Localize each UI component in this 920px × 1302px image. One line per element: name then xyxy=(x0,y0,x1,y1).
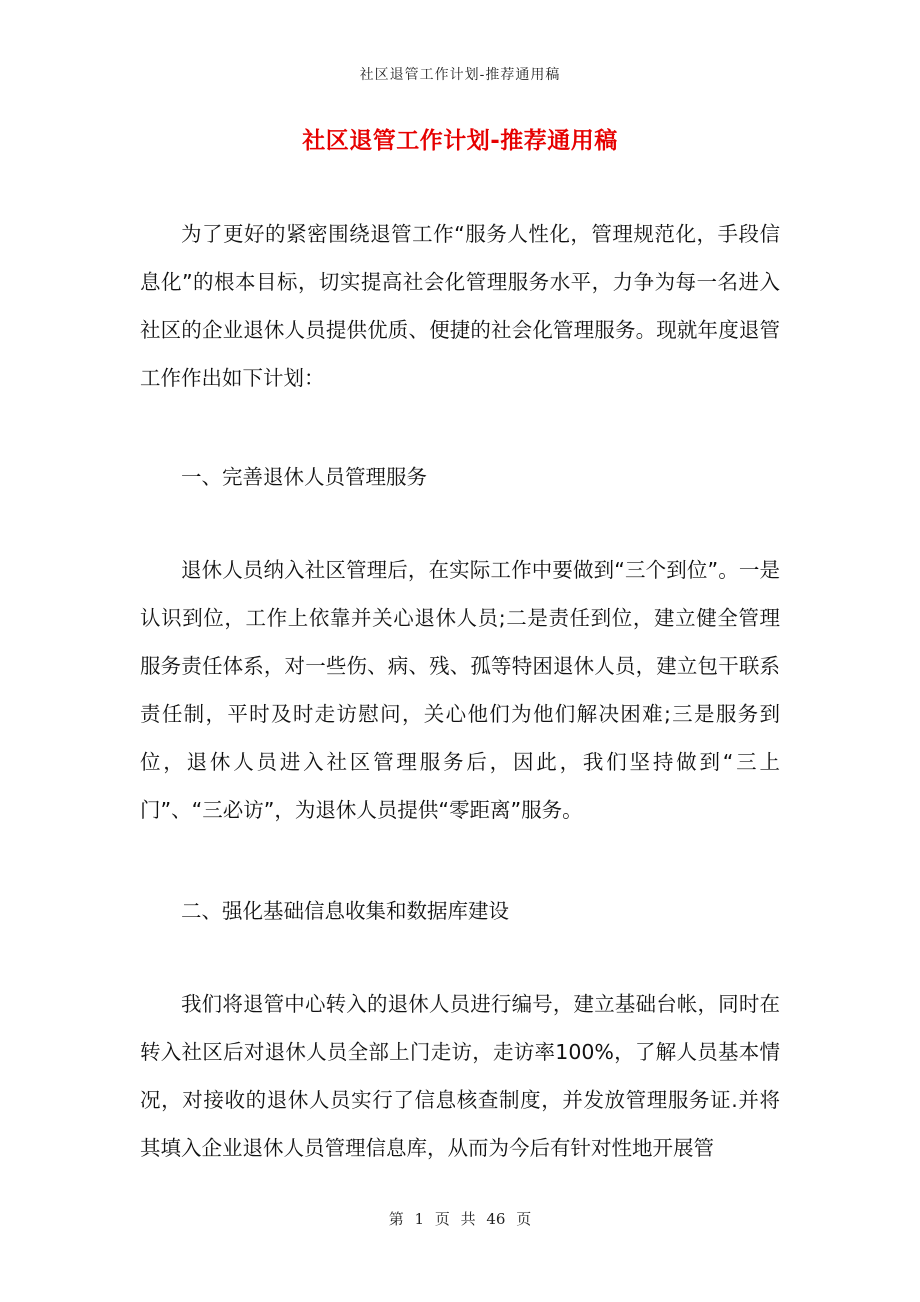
section-heading-2: 二、强化基础信息收集和数据库建设 xyxy=(181,899,509,923)
running-header: 社区退管工作计划-推荐通用稿 xyxy=(359,67,561,83)
intro-paragraph: 为了更好的紧密围绕退管工作“服务人性化，管理规范化，手段信息化”的根本目标，切实提高社会化管理服务水平，力争为每一名进入社区的企业退休人员提供优质、便捷的社会化管理服务。现就年度退管工作作出如下计划： xyxy=(140,222,780,390)
page-number-footer: 第 1 页 共 46 页 xyxy=(388,1210,532,1228)
document-title: 社区退管工作计划-推荐通用稿 xyxy=(302,128,618,154)
section-body-2: 我们将退管中心转入的退休人员进行编号，建立基础台帐，同时在转入社区后对退休人员全部上门走访，走访率100%，了解人员基本情况，对接收的退休人员实行了信息核查制度，并发放管理服务证.并将其填入企业退休人员管理信息库，从而为今后有针对性地开展管 xyxy=(140,992,780,1160)
section-body-1: 退休人员纳入社区管理后，在实际工作中要做到“三个到位”。一是认识到位，工作上依靠并关心退休人员;二是责任到位，建立健全管理服务责任体系，对一些伤、病、残、孤等特困退休人员，建立包干联系责任制，平时及时走访慰问，关心他们为他们解决困难;三是服务到位，退休人员进入社区管理服务后，因此，我们坚持做到“三上门”、“三必访”，为退休人员提供“零距离”服务。 xyxy=(140,558,780,822)
section-heading-1: 一、完善退休人员管理服务 xyxy=(181,465,427,489)
